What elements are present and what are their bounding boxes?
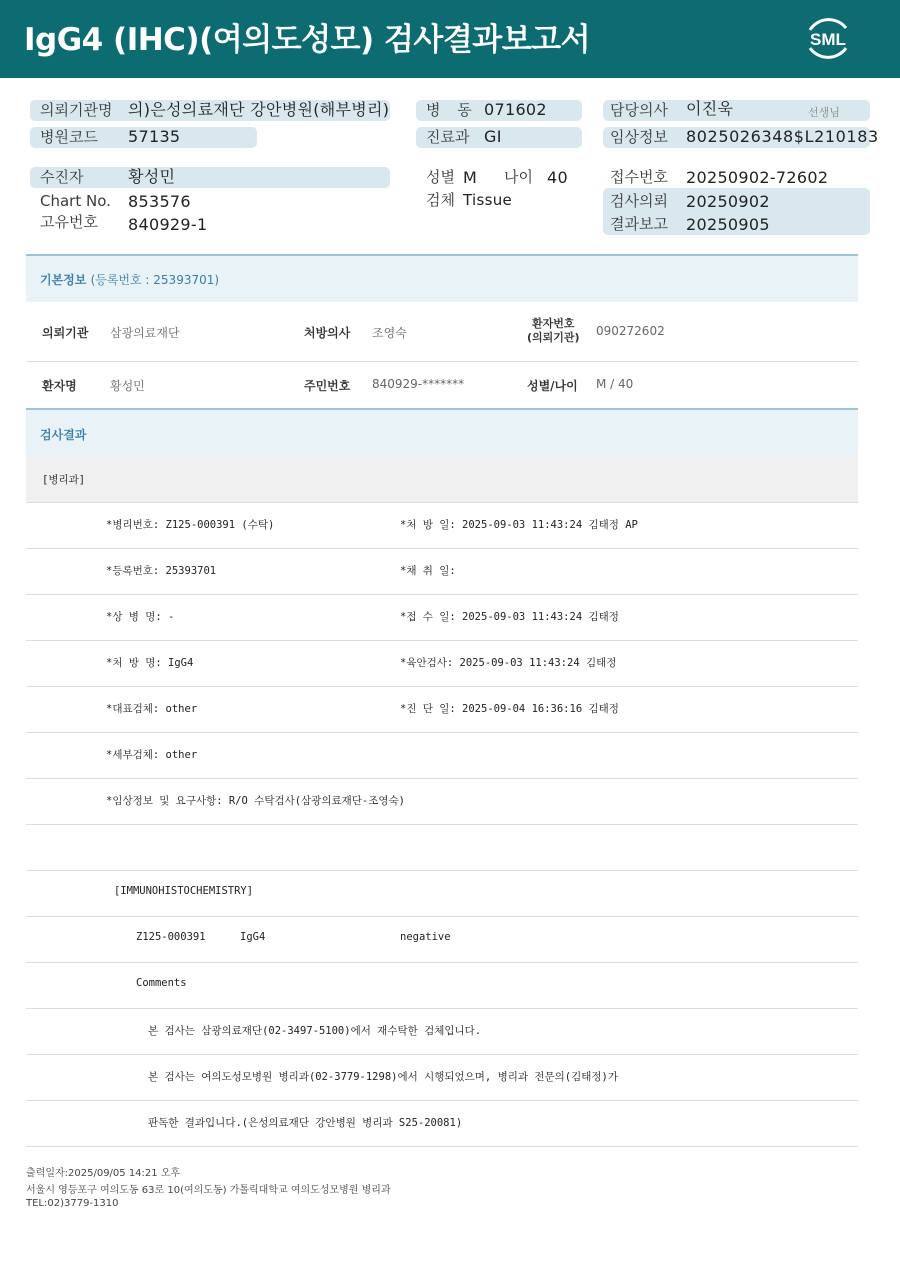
footer-printed-date: 출력일자:2025/09/05 14:21 오후	[26, 1168, 181, 1179]
hospital-code-value: 57135	[128, 127, 181, 146]
footer-tel: TEL:02)3779-1310	[26, 1198, 119, 1209]
diagnosis-date: *진 단 일: 2025-09-04 16:36:16 김태정	[400, 703, 619, 715]
basic-info-header	[26, 254, 858, 302]
logo-text: SML	[810, 30, 846, 49]
unique-no-label: 고유번호	[40, 213, 98, 231]
doctor-suffix: 선생님	[808, 106, 840, 119]
req-org-value: 삼광의료재단	[110, 326, 180, 340]
patient-no-label-line1: 환자번호	[532, 317, 575, 330]
dept-row	[26, 456, 858, 502]
patient-no-label-line2: (의뢰기관)	[527, 331, 580, 344]
divider	[26, 548, 858, 549]
divider	[26, 594, 858, 595]
footer-address: 서울시 영등포구 여의도동 63로 10(여의도동) 가톨릭대학교 여의도성모병원 병리과	[26, 1185, 391, 1196]
divider	[26, 640, 858, 641]
dept-label: 진료과	[426, 128, 470, 146]
doctor-value: 이진욱	[686, 99, 734, 118]
comments-label: Comments	[136, 977, 187, 989]
basic-info-title: 기본정보	[40, 273, 87, 287]
patient-name-value: 황성민	[110, 379, 145, 393]
sex-age-value: M / 40	[596, 377, 634, 391]
pathology-no: *병리번호: Z125-000391 (수탁)	[106, 519, 275, 531]
prescriber-label: 처방의사	[304, 326, 351, 340]
results-header	[26, 408, 858, 456]
ihc-case-no: Z125-000391	[136, 931, 206, 943]
divider	[26, 1146, 858, 1147]
prescriber-value: 조영숙	[372, 326, 407, 340]
ward-label: 병 동	[426, 101, 478, 119]
ward-value: 071602	[484, 100, 547, 119]
clinical-value: 8025026348$L210183	[686, 127, 879, 146]
patient-label: 수진자	[40, 168, 84, 186]
registration-no: *등록번호: 25393701	[106, 565, 217, 577]
collection-date: *채 취 일:	[400, 565, 456, 577]
prescription-name: *처 방 명: IgG4	[106, 657, 194, 669]
comment-line-1: 본 검사는 삼광의료재단(02-3497-5100)에서 재수탁한 검체입니다.	[148, 1025, 482, 1037]
specimen-value: Tissue	[463, 191, 513, 209]
request-date-label: 검사의뢰	[610, 192, 668, 210]
divider	[26, 916, 858, 917]
disease-name: *상 병 명: -	[106, 611, 175, 623]
requester-value: 의)은성의료재단 강안병원(해부병리)	[128, 100, 390, 119]
req-org-label: 의뢰기관	[42, 326, 89, 340]
report-date-value: 20250905	[686, 215, 770, 234]
sml-logo	[800, 10, 856, 66]
basic-info-reg-no: (등록번호 : 25393701)	[90, 273, 220, 287]
divider	[26, 686, 858, 687]
ihc-title: [IMMUNOHISTOCHEMISTRY]	[114, 885, 254, 897]
divider	[26, 1008, 858, 1009]
gross-exam-date: *육안검사: 2025-09-03 11:43:24 김태정	[400, 657, 617, 669]
request-date-value: 20250902	[686, 192, 770, 211]
ihc-result: negative	[400, 931, 451, 943]
patient-no-value: 090272602	[596, 324, 665, 338]
receipt-no-value: 20250902-72602	[686, 168, 829, 187]
age-label: 나이	[504, 168, 533, 186]
divider	[26, 824, 858, 825]
divider	[26, 361, 858, 362]
dept-text: [병리과]	[42, 474, 86, 486]
divider	[26, 1100, 858, 1101]
sex-label: 성별	[426, 168, 455, 186]
patient-no-label	[527, 317, 580, 345]
rrn-label: 주민번호	[304, 379, 351, 393]
divider	[26, 1054, 858, 1055]
unique-no-value: 840929-1	[128, 215, 208, 234]
ihc-marker: IgG4	[240, 931, 266, 943]
rep-specimen: *대표검체: other	[106, 703, 198, 715]
receipt-date: *접 수 일: 2025-09-03 11:43:24 김태정	[400, 611, 619, 623]
chart-no-label: Chart No.	[40, 192, 111, 210]
patient-name-label: 환자명	[42, 379, 77, 393]
hospital-code-label: 병원코드	[40, 128, 98, 146]
results-title: 검사결과	[40, 428, 87, 442]
receipt-no-label: 접수번호	[610, 168, 668, 186]
report-title: IgG4 (IHC)(여의도성모) 검사결과보고서	[24, 22, 591, 58]
patient-pill	[30, 167, 390, 188]
comment-line-3: 판독한 결과입니다.(은성의료재단 강안병원 병리과 S25-20081)	[148, 1117, 463, 1129]
report-date-label: 결과보고	[610, 215, 668, 233]
dept-value: GI	[484, 127, 502, 146]
clinical-label: 임상정보	[610, 128, 668, 146]
prescription-date: *처 방 일: 2025-09-03 11:43:24 김태정 AP	[400, 519, 638, 531]
sml-logo-icon	[800, 10, 856, 66]
doctor-label: 담당의사	[610, 101, 668, 119]
chart-no-value: 853576	[128, 192, 191, 211]
divider	[26, 962, 858, 963]
sex-age-label: 성별/나이	[527, 379, 578, 393]
requester-label: 의뢰기관명	[40, 101, 113, 119]
specimen-label: 검체	[426, 191, 455, 209]
divider	[26, 870, 858, 871]
divider	[26, 732, 858, 733]
divider	[26, 502, 858, 503]
report-header-bar	[0, 0, 900, 78]
rrn-value: 840929-*******	[372, 377, 465, 391]
sex-value: M	[463, 168, 478, 187]
patient-value: 황성민	[128, 167, 176, 186]
divider	[26, 778, 858, 779]
clinical-request: *임상정보 및 요구사항: R/O 수탁검사(삼광의료재단-조영숙)	[106, 795, 406, 807]
age-value: 40	[547, 168, 568, 187]
sub-specimen: *세부검체: other	[106, 749, 198, 761]
comment-line-2: 본 검사는 여의도성모병원 병리과(02-3779-1298)에서 시행되었으며, 병리과 전문의(김태정)가	[148, 1071, 618, 1083]
